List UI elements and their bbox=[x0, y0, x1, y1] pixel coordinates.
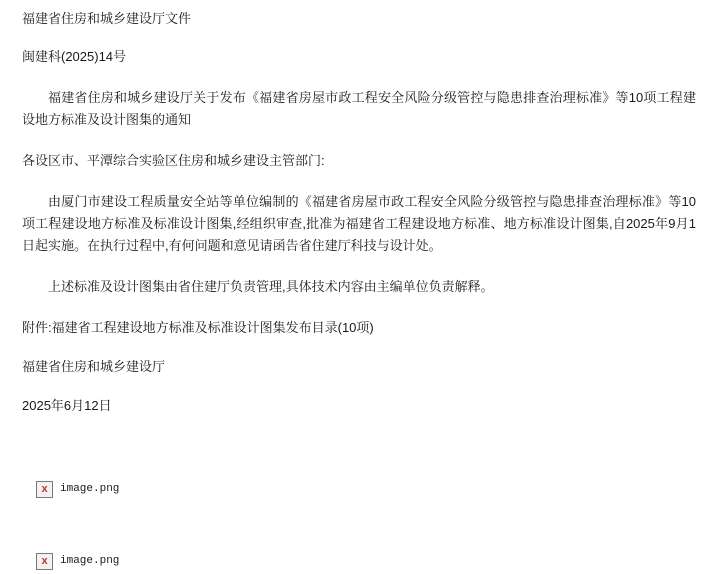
broken-image-icon bbox=[36, 481, 53, 498]
document-subject: 福建省住房和城乡建设厅关于发布《福建省房屋市政工程安全风险分级管控与隐患排查治理标准》等10项工程建设地方标准及设计图集的通知 bbox=[22, 90, 696, 127]
image-filename: image.png bbox=[60, 555, 120, 567]
document-attachment-line: 附件:福建省工程建设地方标准及标准设计图集发布目录(10项) bbox=[22, 320, 374, 335]
document-paragraph-1: 由厦门市建设工程质量安全站等单位编制的《福建省房屋市政工程安全风险分级管控与隐患排查治理标准》等10项工程建设地方标准及标准设计图集,经组织审查,批准为福建省工程建设地方标准、地方标准设计图集,自2025年9月1日起实施。在执行过程中,有何问题和意见请函告省住建厅科技与设计处。 bbox=[22, 194, 696, 253]
document-issuer: 福建省住房和城乡建设厅 bbox=[22, 359, 166, 374]
document-header-title: 福建省住房和城乡建设厅文件 bbox=[22, 11, 192, 26]
document-issue-date: 2025年6月12日 bbox=[22, 398, 112, 413]
broken-image-glyph: x bbox=[41, 482, 48, 495]
spacer bbox=[22, 434, 696, 466]
broken-image-row-2 bbox=[36, 538, 696, 574]
broken-image-glyph: x bbox=[41, 554, 48, 567]
spacer bbox=[22, 502, 696, 538]
document-recipients: 各设区市、平潭综合实验区住房和城乡建设主管部门: bbox=[22, 153, 325, 168]
broken-image-icon bbox=[36, 553, 53, 570]
document-paragraph-2: 上述标准及设计图集由省住建厅负责管理,具体技术内容由主编单位负责解释。 bbox=[48, 279, 494, 294]
broken-image-row-1 bbox=[36, 466, 696, 502]
document-number: 闽建科(2025)14号 bbox=[22, 49, 127, 64]
image-filename: image.png bbox=[60, 483, 120, 495]
